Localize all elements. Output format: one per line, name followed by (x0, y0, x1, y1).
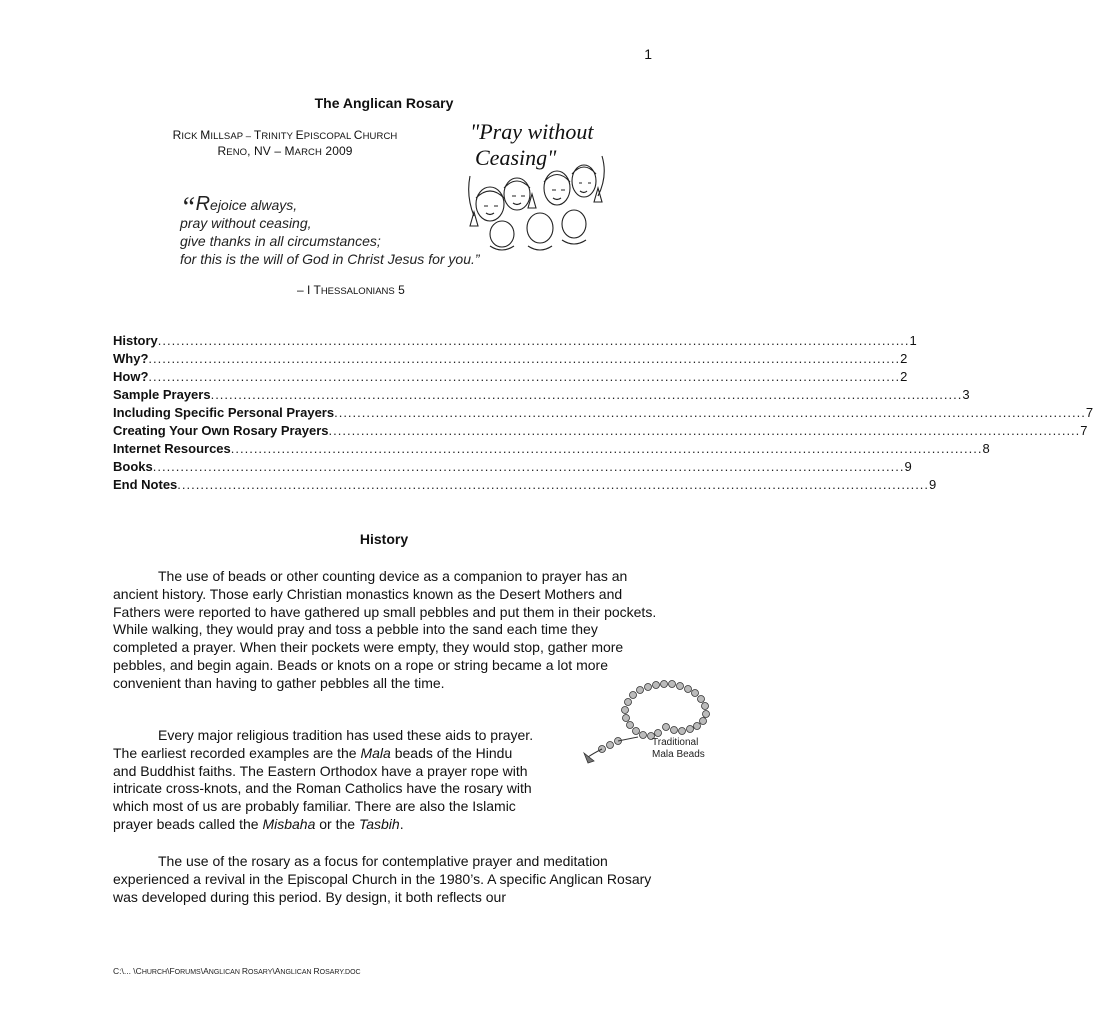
history-paragraph-3: The use of the rosary as a focus for contemplative prayer and meditation experienced a revival in the Episcopal Church in the 1980’s. A specific Anglican Rosary was developed during this period. By design, it both reflects our (113, 853, 652, 905)
toc-entry[interactable]: Internet Resources ................................................................................................................................................................... 8 (113, 441, 990, 456)
quote-open-mark: “ (180, 192, 196, 223)
motto-line-1: "Pray without (470, 119, 594, 144)
toc-entry[interactable]: History ................................................................................................................................................................... 1 (113, 333, 917, 348)
toc-entry[interactable]: Why? ................................................................................................................................................................... 2 (113, 351, 908, 366)
toc-entry[interactable]: How? ................................................................................................................................................................... 2 (113, 369, 908, 384)
table-of-contents (113, 333, 1093, 495)
toc-entry[interactable]: Creating Your Own Rosary Prayers ................................................................................................................................................................... 7 (113, 423, 1088, 438)
document-title: The Anglican Rosary (314, 95, 454, 111)
scripture-quote: “Rejoice always, pray without ceasing, give thanks in all circumstances; for this is the will of God in Christ Jesus for you.” (180, 192, 480, 267)
toc-entry[interactable]: Books ................................................................................................................................................................... 9 (113, 459, 912, 474)
history-paragraph-1: The use of beads or other counting device as a companion to prayer has an ancient history. Those early Christian monastics known as the Desert Mothers and Fathers were reported to have gathered up small pebbles and put them in their pockets. While walking, they would pray and toss a pebble into the sand each time they completed a prayer. When their pockets were empty, they would stop, gather more pebbles, and begin again. Beads or knots on a rope or string became a lot more convenient than having to gather pebbles all the time. (113, 568, 657, 691)
mala-beads-caption: Traditional Mala Beads (652, 737, 705, 760)
toc-entry[interactable]: End Notes ................................................................................................................................................................... 9 (113, 477, 937, 492)
toc-entry[interactable]: Sample Prayers ................................................................................................................................................................... 3 (113, 387, 970, 402)
history-paragraph-2: Every major religious tradition has used these aids to prayer. The earliest recorded examples are the Mala beads of the Hindu and Buddhist faiths. The Eastern Orthodox have a prayer rope with intricate cross-knots, and the Roman Catholics have the rosary with which most of us are probably familiar. There are also the Islamic prayer beads called the Misbaha or the Tasbih. (113, 727, 534, 832)
toc-entry[interactable]: Including Specific Personal Prayers ................................................................................................................................................................... 7 (113, 405, 1093, 420)
footer-file-path: C:\... \CHURCH\FORUMS\ANGLICAN ROSARY\ANGLICAN ROSARY.DOC (113, 966, 361, 976)
quote-attribution: – I THESSALONIANS 5 (297, 283, 405, 297)
page-number: 1 (644, 46, 652, 62)
motto-line-2: Ceasing" (475, 145, 557, 170)
section-heading-history: History (359, 531, 409, 547)
author-church-line: RICK MILLSAP – TRINITY EPISCOPAL CHURCH (172, 128, 398, 142)
location-date-line: RENO, NV – MARCH 2009 (217, 144, 353, 158)
